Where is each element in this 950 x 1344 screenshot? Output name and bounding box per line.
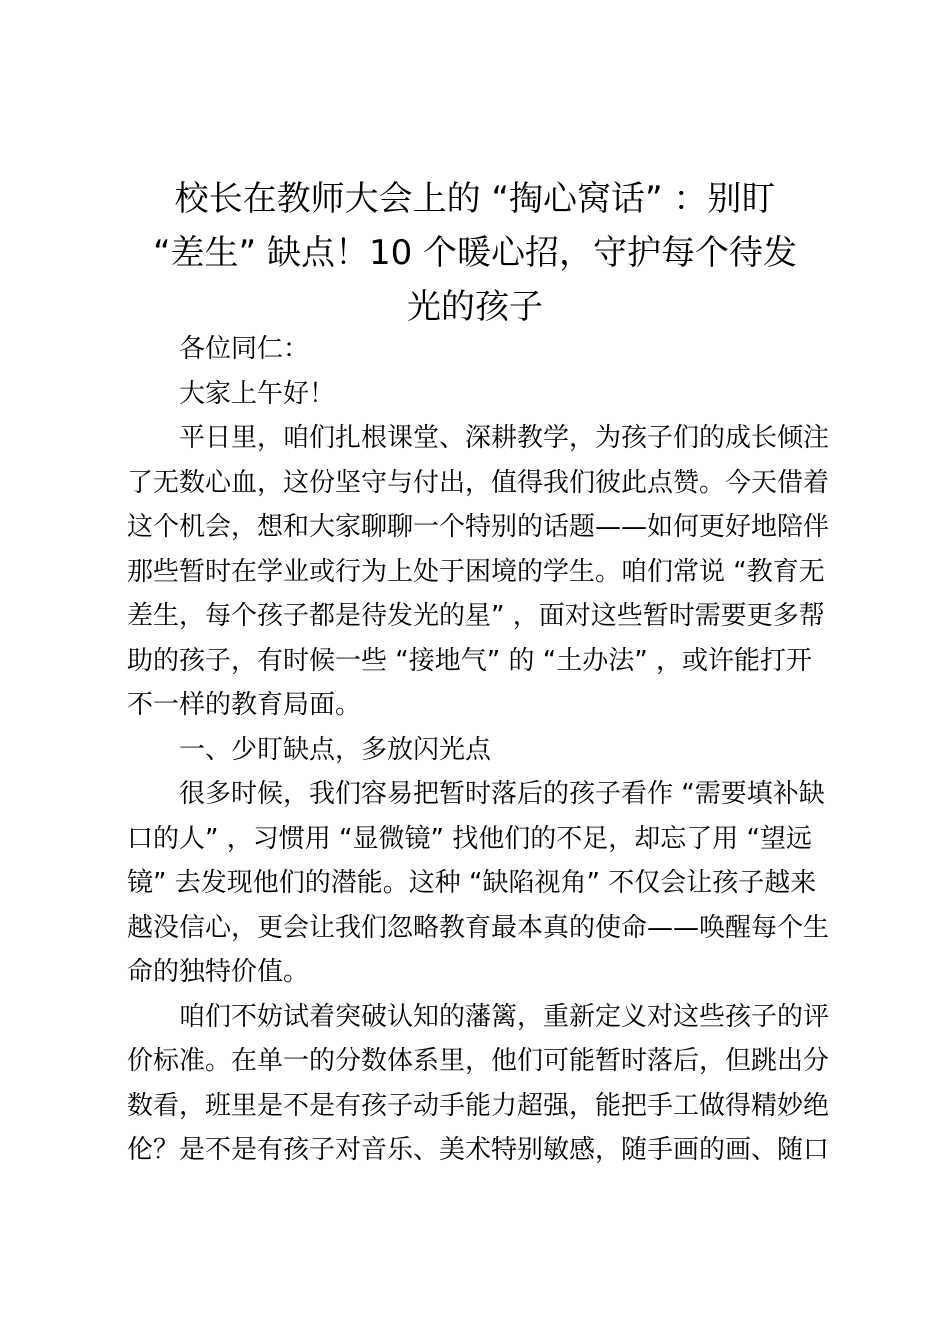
title-line-3: 光的孩子 bbox=[407, 287, 543, 327]
text-line: 不一样的教育局面。 bbox=[127, 690, 362, 720]
document-body bbox=[127, 327, 832, 1173]
title-line-1: 校长在教师大会上的 “掏心窝话” ：别盯 bbox=[174, 179, 776, 219]
greeting-text: 大家上午好！ bbox=[179, 378, 336, 409]
text-line: 镜” 去发现他们的潜能。这种 “缺陷视角” 不仅会让孩子越来 bbox=[127, 868, 817, 898]
paragraph-intro bbox=[127, 416, 832, 728]
text-line: 很多时候，我们容易把暂时落后的孩子看作 “需要填补缺 bbox=[179, 779, 825, 809]
salutation bbox=[127, 327, 832, 372]
text-line: 口的人” ，习惯用 “显微镜” 找他们的不足，却忘了用 “望远 bbox=[127, 823, 812, 854]
greeting bbox=[127, 372, 832, 417]
paragraph-2 bbox=[127, 772, 832, 995]
text-line: 咱们不妨试着突破认知的藩篱，重新定义对这些孩子的评 bbox=[179, 1001, 830, 1032]
text-line: 助的孩子，有时候一些 “接地气” 的 “土办法” ，或许能打开 bbox=[127, 645, 812, 676]
text-line: 数看，班里是不是有孩子动手能力超强，能把手工做得精妙绝 bbox=[127, 1090, 830, 1121]
text-line: 平日里，咱们扎根课堂、深耕教学，为孩子们的成长倾注 bbox=[179, 423, 830, 453]
section-heading bbox=[127, 728, 832, 773]
text-line: 越没信心，更会让我们忽略教育最本真的使命——唤醒每个生 bbox=[127, 912, 830, 943]
document-title bbox=[120, 172, 830, 334]
text-line: 命的独特价值。 bbox=[127, 957, 310, 987]
section-heading-text: 一、少盯缺点，多放闪光点 bbox=[179, 734, 492, 765]
text-line: 了无数心血，这份坚守与付出，值得我们彼此点赞。今天借着 bbox=[127, 467, 830, 498]
title-line-2: “差生” 缺点！10 个暖心招，守护每个待发 bbox=[152, 233, 798, 273]
text-line: 差生，每个孩子都是待发光的星” ，面对这些暂时需要更多帮 bbox=[127, 601, 825, 631]
text-line: 价标准。在单一的分数体系里，他们可能暂时落后，但跳出分 bbox=[127, 1046, 830, 1076]
text-line: 这个机会，想和大家聊聊一个特别的话题——如何更好地陪伴 bbox=[127, 512, 830, 542]
text-line: 伦？是不是有孩子对音乐、美术特别敏感，随手画的画、随口 bbox=[127, 1135, 830, 1165]
text-line: 那些暂时在学业或行为上处于困境的学生。咱们常说 “教育无 bbox=[127, 556, 825, 587]
paragraph-3 bbox=[127, 995, 832, 1173]
salutation-text: 各位同仁： bbox=[179, 334, 310, 364]
